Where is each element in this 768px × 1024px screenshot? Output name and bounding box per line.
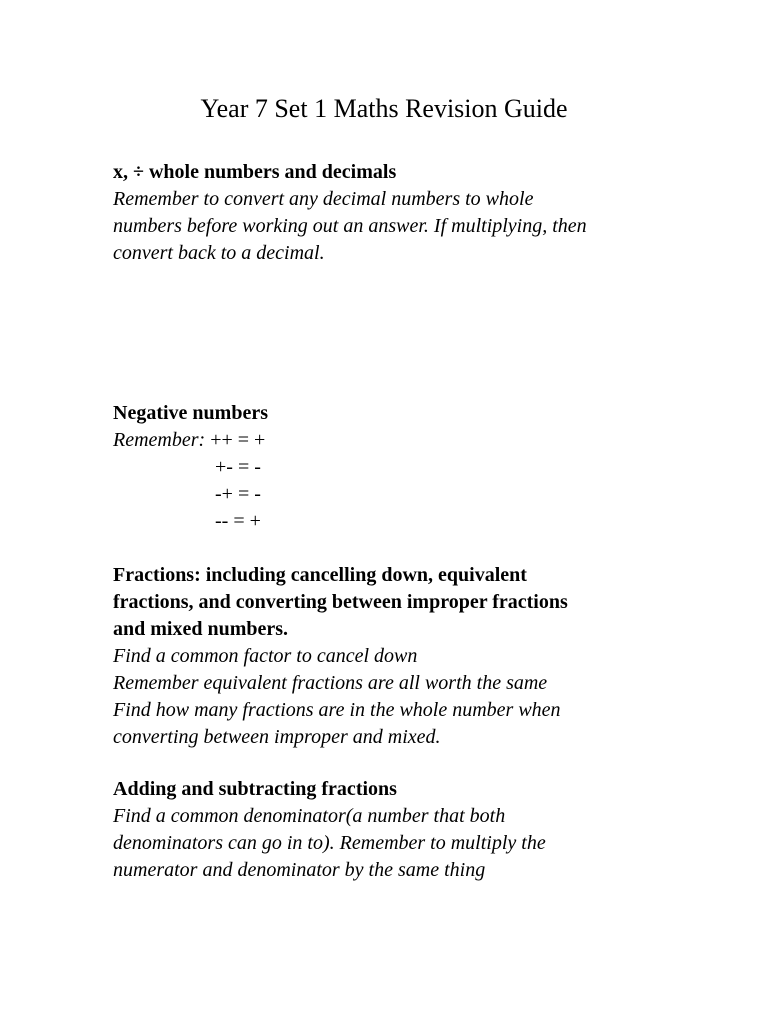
section-text-line: Find a common denominator(a number that both — [113, 805, 506, 827]
page-title: Year 7 Set 1 Maths Revision Guide — [200, 94, 568, 123]
sign-rule-line — [113, 427, 265, 454]
sign-rule: +- = - — [215, 456, 261, 478]
section-heading-negative-numbers: Negative numbers — [113, 402, 268, 424]
sign-rule: ++ = + — [210, 429, 266, 451]
section-heading-fractions-cont: fractions, and converting between improper fractions — [113, 591, 568, 613]
section-text-line: Find how many fractions are in the whole number when — [113, 699, 561, 721]
section-text-line: convert back to a decimal. — [113, 242, 325, 264]
section-heading-multiply-divide: x, ÷ whole numbers and decimals — [113, 161, 397, 183]
section-text-line: numbers before working out an answer. If multiplying, then — [113, 215, 587, 237]
section-heading-fractions-cont: and mixed numbers. — [113, 618, 289, 640]
section-text-line: numerator and denominator by the same thing — [113, 859, 486, 881]
section-heading-fractions: Fractions: including cancelling down, equivalent — [113, 564, 527, 586]
section-text-line: converting between improper and mixed. — [113, 726, 441, 748]
sign-rule: -+ = - — [215, 483, 261, 505]
sign-rule: -- = + — [215, 510, 261, 532]
section-text-line: denominators can go in to). Remember to multiply the — [113, 832, 546, 854]
section-heading-adding-subtracting: Adding and subtracting fractions — [113, 778, 397, 800]
rule-label: Remember: — [113, 429, 206, 451]
section-text-line: Remember equivalent fractions are all worth the same — [113, 672, 548, 694]
section-text-line: Find a common factor to cancel down — [113, 645, 418, 667]
section-text-line: Remember to convert any decimal numbers to whole — [113, 188, 534, 210]
